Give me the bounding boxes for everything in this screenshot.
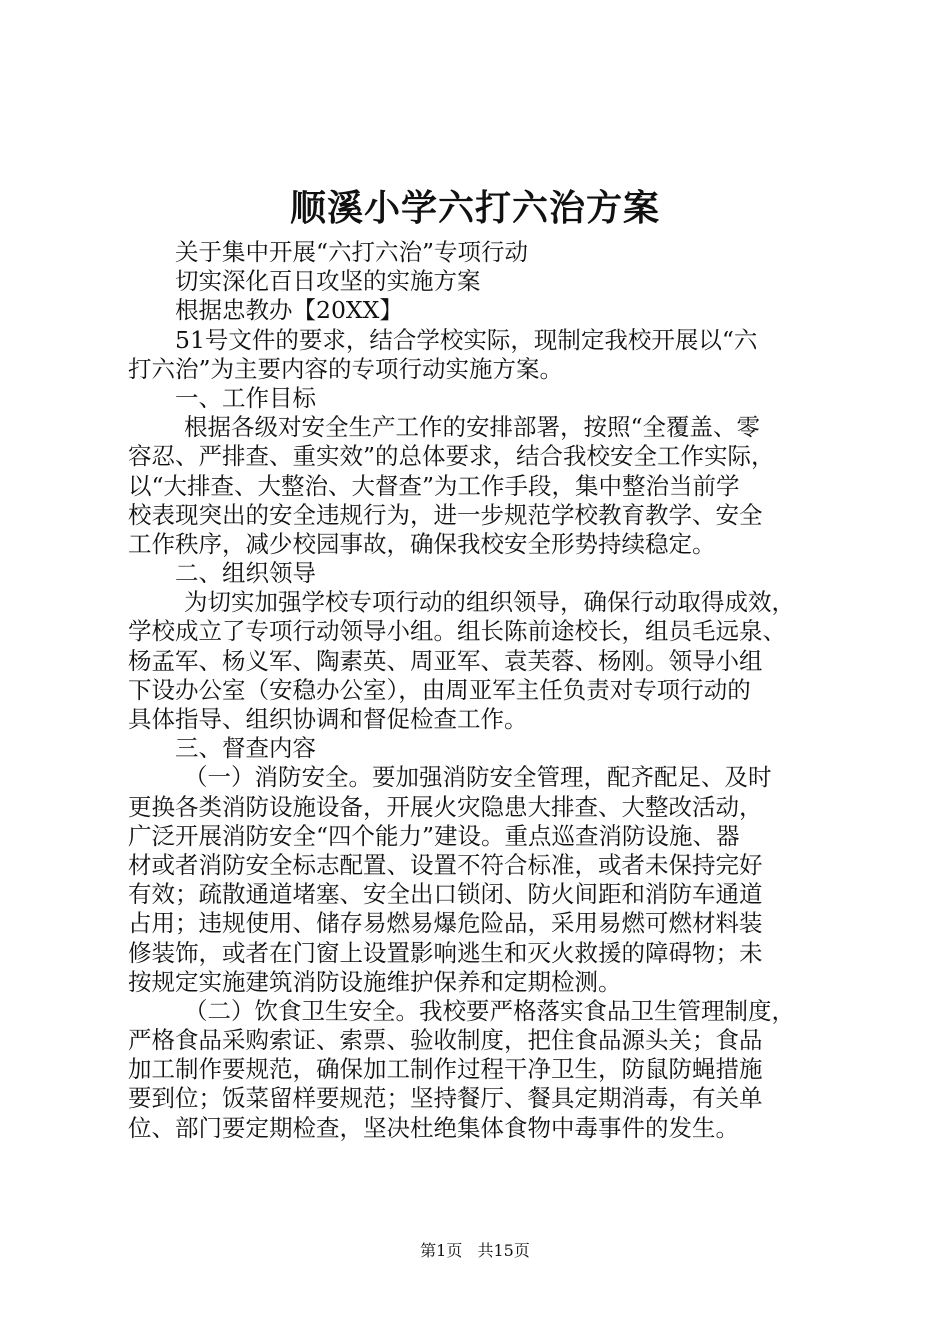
text-line: 关于集中开展“六打六治”专项行动 [175,238,529,266]
text-line: 有效；疏散通道堵塞、安全出口锁闭、防火间距和消防车通道 [128,880,763,909]
text-line: 学校成立了专项行动领导小组。组长陈前途校长，组员毛远泉、 [128,617,786,646]
text-line: 杨孟军、杨义军、陶素英、周亚军、袁芙蓉、杨刚。领导小组 [128,646,763,675]
text-line: 为切实加强学校专项行动的组织领导，确保行动取得成效， [184,588,795,617]
text-line: 打六治”为主要内容的专项行动实施方案。 [128,354,564,383]
text-line: 一、工作目标 [175,383,316,412]
document-title: 顺溪小学六打六治方案 [289,187,660,229]
text-line: 切实深化百日攻坚的实施方案 [175,267,481,296]
text-line: 占用；违规使用、储存易燃易爆危险品，采用易燃可燃材料装 [128,909,763,938]
text-line: 具体指导、组织协调和督促检查工作。 [128,705,528,733]
text-line: 二、组织领导 [175,559,316,588]
text-line: 根据忠教办【20XX】 [175,296,403,325]
text-line: 以“大排查、大整治、大督查”为工作手段，集中整治当前学 [128,471,740,500]
text-line: （二）饮食卫生安全。我校要严格落实食品卫生管理制度， [184,996,795,1025]
text-line: 广泛开展消防安全“四个能力”建设。重点巡查消防设施、器 [128,821,740,850]
text-line: （一）消防安全。要加强消防安全管理，配齐配足、及时 [184,763,772,792]
text-line: 加工制作要规范，确保加工制作过程干净卫生，防鼠防蝇措施 [128,1055,763,1084]
text-line: 按规定实施建筑消防设施维护保养和定期检测。 [128,967,622,996]
text-line: 51号文件的要求，结合学校实际，现制定我校开展以“六 [175,325,758,354]
text-line: 下设办公室（安稳办公室），由周亚军主任负责对专项行动的 [128,675,751,704]
text-line: 材或者消防安全标志配置、设置不符合标准，或者未保持完好 [128,850,763,879]
page-total: 共15页 [477,1241,530,1260]
text-line: 位、部门要定期检查，坚决杜绝集体食物中毒事件的发生。 [128,1113,739,1142]
document-body [128,238,834,1143]
text-line: 工作秩序，减少校园事故，确保我校安全形势持续稳定。 [128,529,716,558]
text-line: 修装饰，或者在门窗上设置影响逃生和灭火救援的障碍物；未 [128,938,763,967]
page-number: 第1页 [420,1241,463,1260]
page-footer [0,1240,950,1262]
text-line: 根据各级对安全生产工作的安排部署，按照“全覆盖、零 [184,413,761,442]
text-line: 容忍、严排查、重实效”的总体要求，结合我校安全工作实际， [128,442,775,471]
text-line: 要到位；饭菜留样要规范；坚持餐厅、餐具定期消毒，有关单 [128,1084,763,1113]
text-line: 校表现突出的安全违规行为，进一步规范学校教育教学、安全 [128,500,763,529]
text-line: 更换各类消防设施设备，开展火灾隐患大排查、大整改活动， [128,792,763,821]
text-line: 严格食品采购索证、索票、验收制度，把住食品源头关；食品 [128,1026,763,1055]
text-line: 三、督查内容 [175,734,316,763]
